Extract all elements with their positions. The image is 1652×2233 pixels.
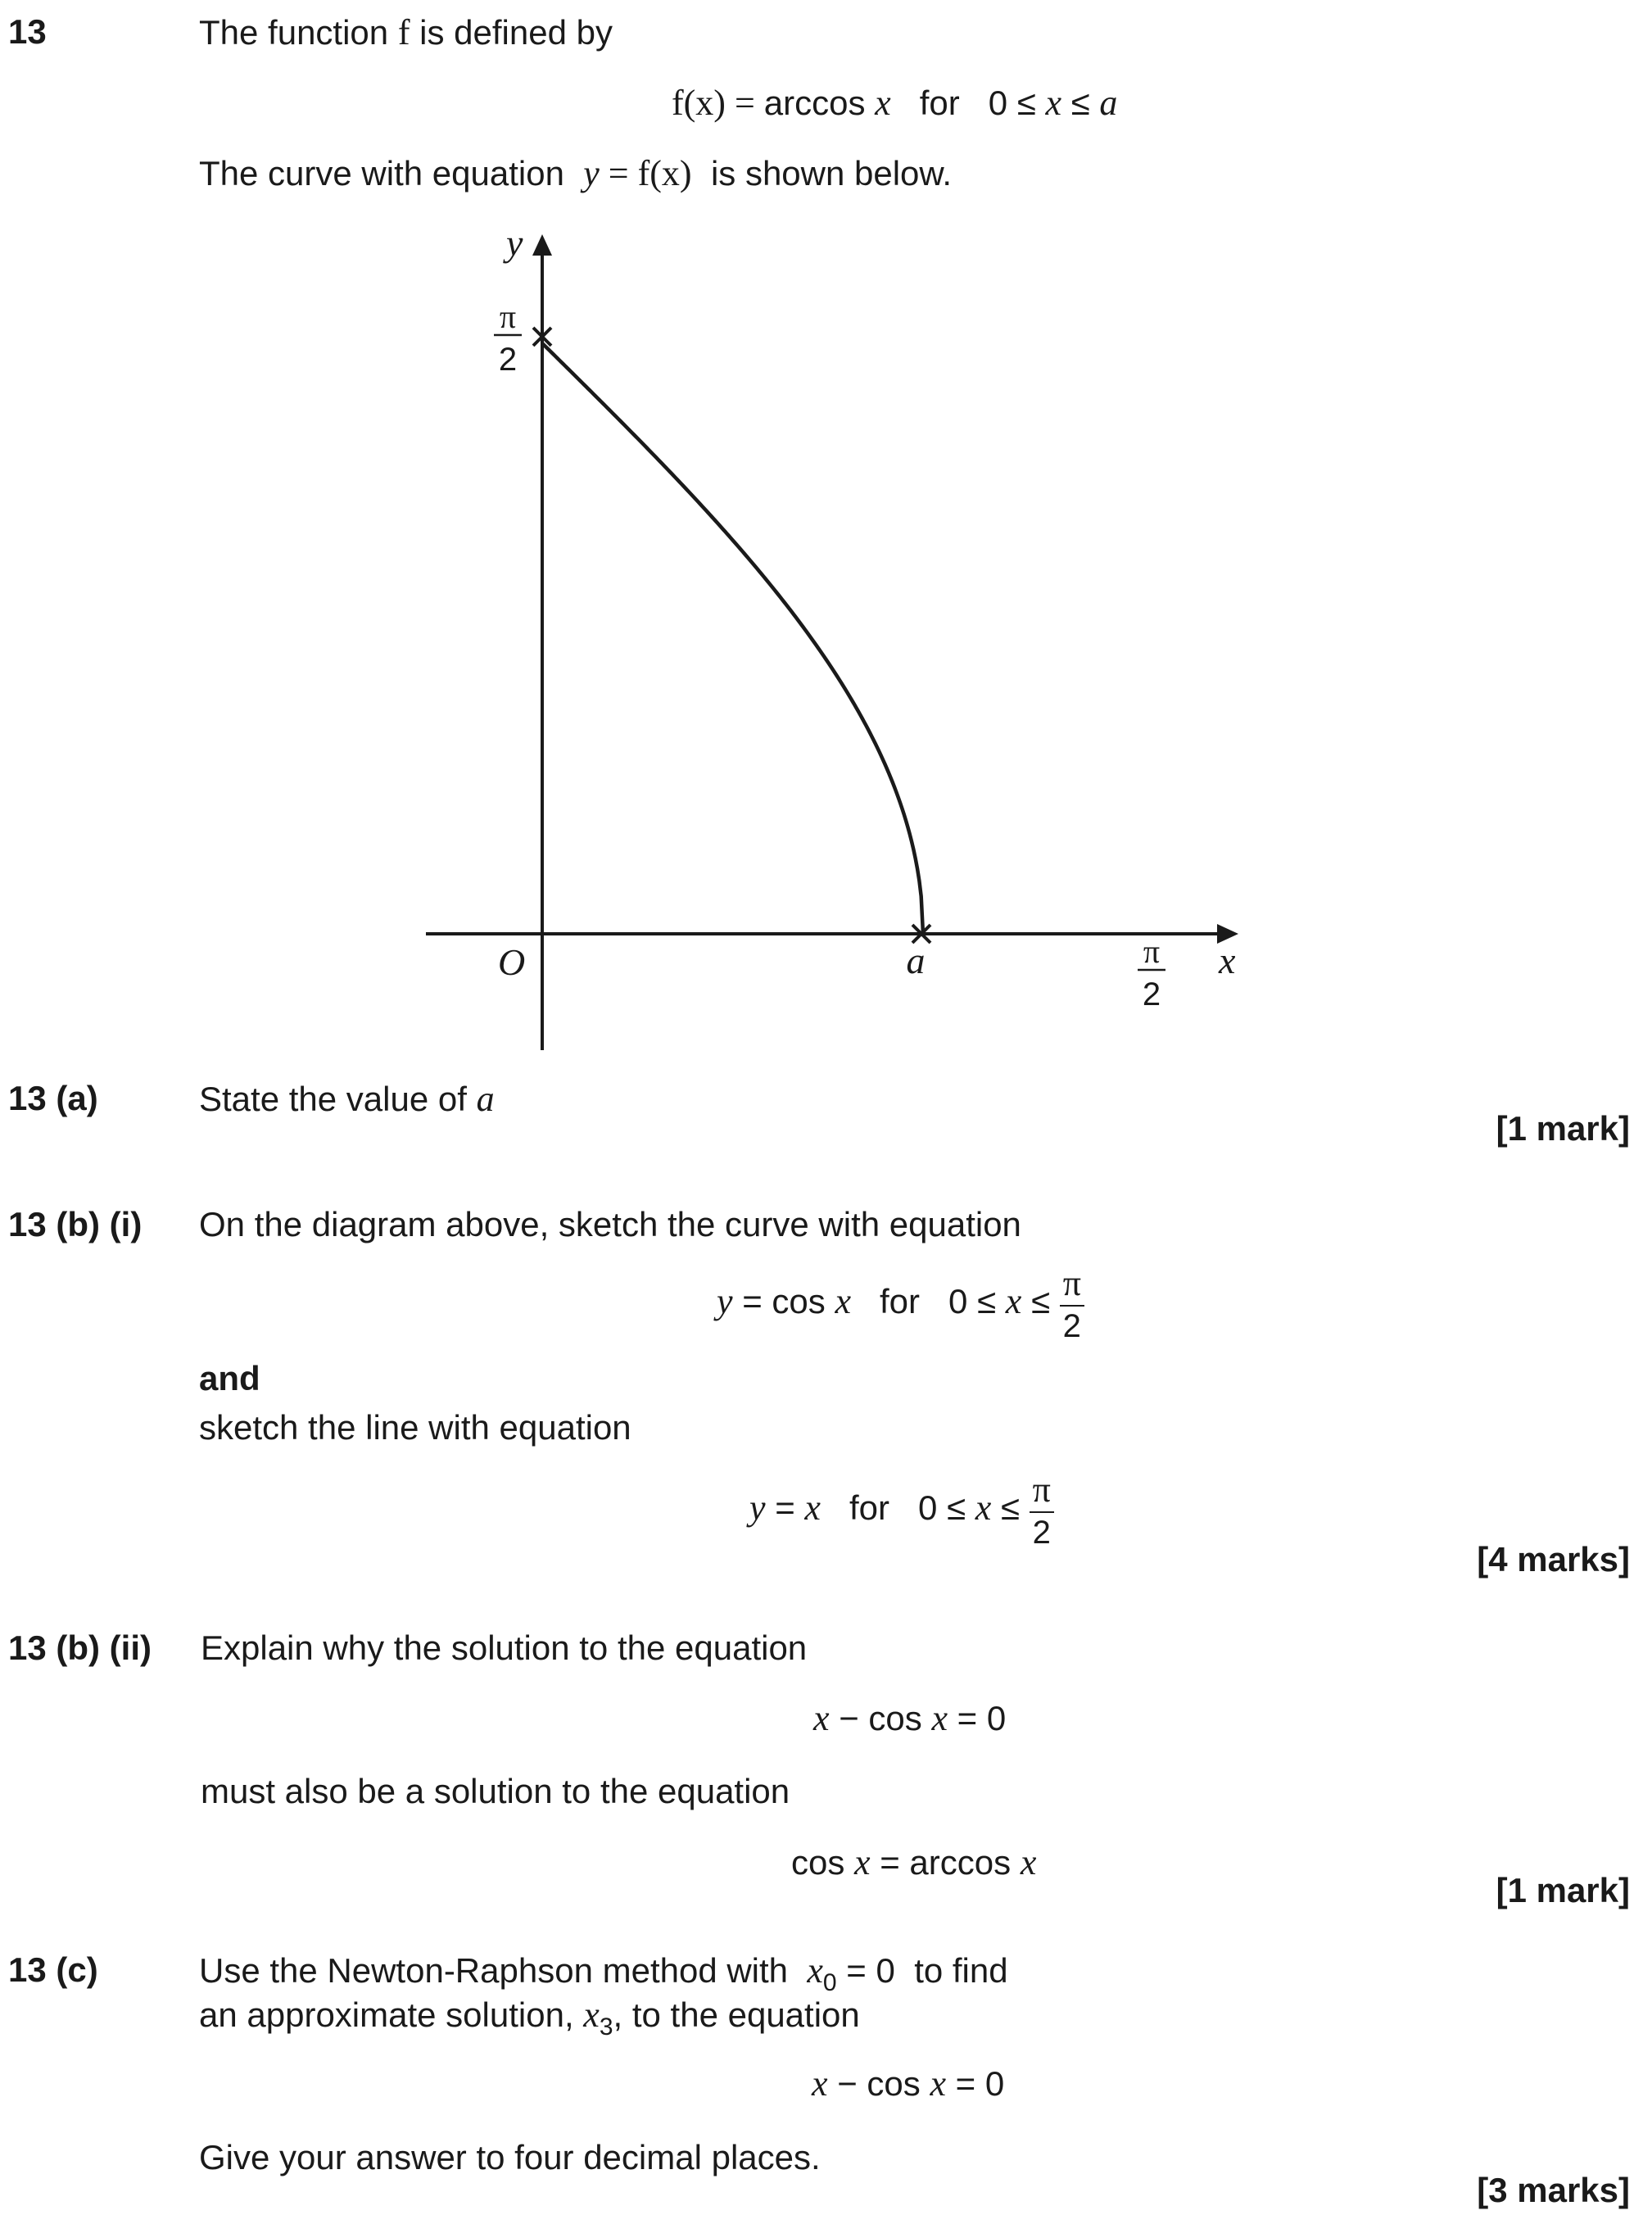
def-domain-x: x <box>1045 83 1062 123</box>
eq2-x: x <box>804 1488 821 1529</box>
part-b-ii-marks: [1 mark] <box>1496 1871 1630 1909</box>
def-for: for <box>919 84 960 122</box>
eq1-frac-den: 2 <box>1062 1308 1081 1344</box>
curve-text-1: The curve with equation <box>199 154 564 192</box>
eq1-le: ≤ <box>1021 1282 1060 1321</box>
part-c-text2a: an approximate solution, <box>199 1995 574 2034</box>
part-b-i-label: 13 (b) (i) <box>8 1205 143 1243</box>
c-eq-mid: − cos <box>827 2064 930 2103</box>
def-domain-end: a <box>1099 83 1118 123</box>
part-c-x3-sub: 3 <box>599 2013 613 2040</box>
eq2-domain: 0 ≤ <box>917 1488 975 1528</box>
def-var: x <box>875 83 891 123</box>
part-b-i-eq1 <box>717 1263 1084 1344</box>
part-a-var: a <box>476 1079 495 1119</box>
part-b-i-text: On the diagram above, sketch the curve with equation <box>199 1205 1021 1243</box>
part-c-text3: Give your answer to four decimal places. <box>199 2138 821 2176</box>
eq2-for: for <box>849 1488 889 1528</box>
c-eq-x: x <box>812 2063 828 2104</box>
arccos-curve <box>542 343 923 934</box>
intro-text-end: is defined by <box>419 13 613 52</box>
def-func: arccos <box>763 84 866 122</box>
eq1-domain-x: x <box>1005 1281 1022 1322</box>
part-b-i-and: and <box>199 1359 260 1397</box>
origin-label: O <box>498 941 526 983</box>
curve-eq-x: (x) <box>649 153 692 193</box>
part-a-prompt: State the value of <box>199 1080 467 1118</box>
x-tick-denominator: 2 <box>1142 976 1161 1012</box>
x-tick-a: a <box>906 940 926 981</box>
curve-eq-mid: = <box>599 153 638 193</box>
part-c-x3: x <box>583 1995 600 2035</box>
part-c-x0-eq: = 0 <box>836 1951 895 1990</box>
part-c-text1a: Use the Newton-Raphson method with <box>199 1951 789 1990</box>
eq1-for: for <box>879 1282 920 1321</box>
eq1-domain: 0 ≤ <box>948 1282 1006 1321</box>
b-ii-eq2-mid: = arccos <box>870 1843 1021 1882</box>
part-c-line1 <box>199 1950 1008 1996</box>
curve-text-2: is shown below. <box>710 154 953 192</box>
part-b-i-marks: [4 marks] <box>1477 1540 1630 1578</box>
x-tick-numerator: π <box>1143 933 1161 970</box>
b-ii-eq2-x2: x <box>1020 1842 1037 1882</box>
part-c-line2 <box>199 1994 860 2040</box>
part-b-ii-text: Explain why the solution to the equation <box>201 1628 808 1667</box>
curve-eq-y: y <box>583 153 600 193</box>
eq2-frac-num: π <box>1030 1472 1054 1513</box>
c-eq-end: = 0 <box>945 2064 1005 2103</box>
part-a-text <box>199 1078 495 1121</box>
def-domain-le: ≤ <box>1061 84 1100 122</box>
intro-function-name: f <box>397 12 410 52</box>
b-ii-eq2-x: x <box>854 1842 871 1882</box>
def-f: f <box>672 83 684 123</box>
eq1-frac-num: π <box>1060 1266 1084 1307</box>
part-b-ii-eq2 <box>791 1841 1036 1885</box>
part-c-x0-sub: 0 <box>822 1969 837 1996</box>
part-c-eq <box>812 2063 1004 2106</box>
part-b-ii-eq1 <box>813 1697 1006 1741</box>
part-c-label: 13 (c) <box>8 1950 98 1989</box>
b-ii-eq1-end: = 0 <box>947 1699 1007 1737</box>
eq2-mid: = <box>765 1488 805 1528</box>
graph <box>0 0 1652 1065</box>
part-b-ii-text2: must also be a solution to the equation <box>201 1772 790 1810</box>
eq2-domain-x: x <box>975 1488 992 1529</box>
def-lhs: (x) = <box>683 83 764 123</box>
eq1-x: x <box>835 1281 851 1322</box>
eq1-y: y <box>717 1281 733 1322</box>
part-b-i-eq2 <box>749 1472 1054 1549</box>
y-tick-numerator: π <box>499 298 517 335</box>
def-domain-start: 0 ≤ <box>988 84 1046 122</box>
part-c-x0: x <box>807 1950 823 1991</box>
eq2-y: y <box>749 1488 766 1529</box>
eq1-fraction <box>1060 1263 1084 1344</box>
part-c-text1b: to find <box>914 1951 1008 1990</box>
b-ii-eq1-mid: − cos <box>829 1699 932 1737</box>
part-a-label: 13 (a) <box>8 1079 98 1117</box>
eq2-fraction <box>1030 1472 1054 1549</box>
part-a-marks: [1 mark] <box>1496 1109 1630 1148</box>
eq2-frac-den: 2 <box>1032 1515 1051 1551</box>
intro-text: The function <box>199 13 389 52</box>
question-number: 13 <box>8 12 47 51</box>
b-ii-eq1-x2: x <box>931 1698 948 1738</box>
eq1-mid: = cos <box>732 1282 835 1321</box>
b-ii-eq1-x: x <box>813 1698 830 1738</box>
x-axis-label: x <box>1219 940 1236 981</box>
y-axis-label: y <box>506 222 523 264</box>
eq2-le: ≤ <box>991 1488 1030 1528</box>
part-c-marks: [3 marks] <box>1477 2171 1630 2209</box>
part-c-text2b: , to the equation <box>613 1995 860 2034</box>
b-ii-eq2-cos: cos <box>791 1843 855 1882</box>
y-tick-denominator: 2 <box>498 342 518 378</box>
part-b-i-text2: sketch the line with equation <box>199 1408 631 1447</box>
part-b-ii-label: 13 (b) (ii) <box>8 1628 152 1667</box>
curve-eq-f: f <box>637 153 650 193</box>
c-eq-x2: x <box>930 2063 946 2104</box>
y-axis-arrow <box>532 234 552 256</box>
